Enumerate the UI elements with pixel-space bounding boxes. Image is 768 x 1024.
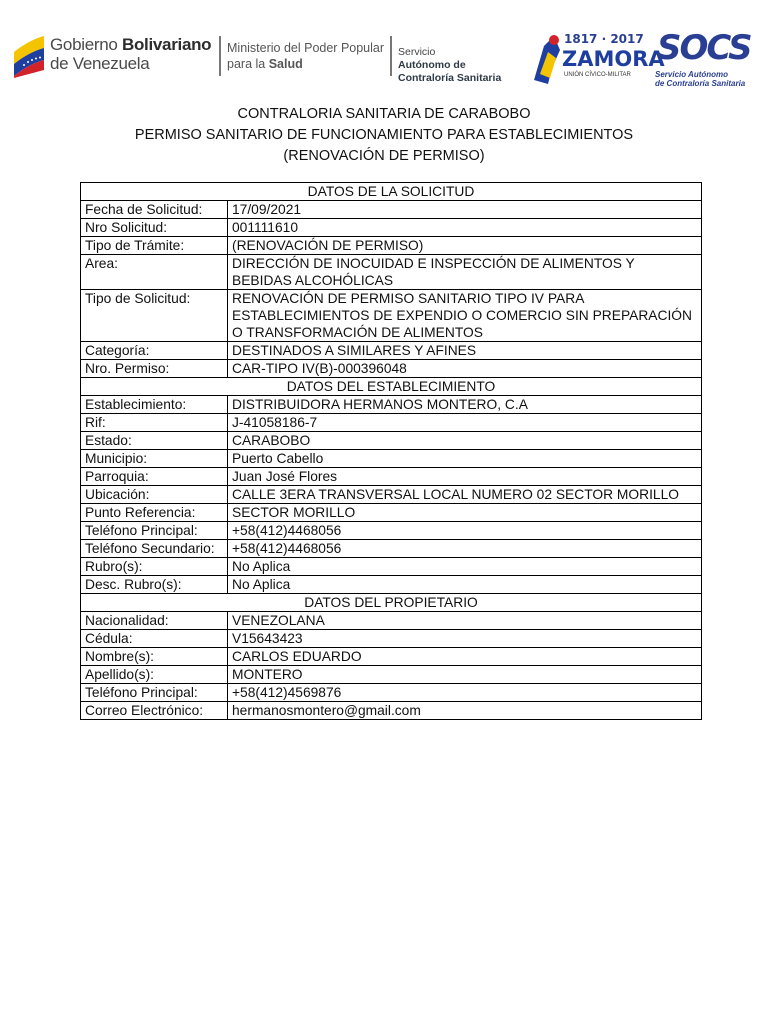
- field-label: Tipo de Solicitud:: [81, 290, 228, 342]
- table-row: [81, 432, 702, 450]
- field-label: Parroquia:: [81, 468, 228, 486]
- table-row: [81, 576, 702, 594]
- table-row: [81, 612, 702, 630]
- field-label: Nro. Permiso:: [81, 360, 228, 378]
- table-row: [81, 290, 702, 342]
- table-row: [81, 648, 702, 666]
- field-label: Teléfono Secundario:: [81, 540, 228, 558]
- field-value: Juan José Flores: [228, 468, 702, 486]
- field-label: Fecha de Solicitud:: [81, 201, 228, 219]
- zamora-name: ZAMORA: [562, 47, 665, 71]
- venezuela-flag-icon: [12, 34, 46, 78]
- field-label: Correo Electrónico:: [81, 702, 228, 720]
- field-label: Teléfono Principal:: [81, 684, 228, 702]
- table-row: [81, 504, 702, 522]
- table-row: [81, 450, 702, 468]
- field-label: Tipo de Trámite:: [81, 237, 228, 255]
- section-heading-solicitud: DATOS DE LA SOLICITUD: [81, 183, 702, 201]
- field-value: CALLE 3ERA TRANSVERSAL LOCAL NUMERO 02 SECTOR MORILLO: [228, 486, 702, 504]
- table-row: [81, 666, 702, 684]
- permit-data-table: [80, 182, 702, 720]
- table-row: [81, 468, 702, 486]
- field-value: V15643423: [228, 630, 702, 648]
- table-row: [81, 522, 702, 540]
- field-label: Cédula:: [81, 630, 228, 648]
- logo-divider: [390, 36, 392, 76]
- field-label: Nro Solicitud:: [81, 219, 228, 237]
- field-value: CARABOBO: [228, 432, 702, 450]
- table-row: [81, 360, 702, 378]
- field-label: Ubicación:: [81, 486, 228, 504]
- field-value: +58(412)4468056: [228, 540, 702, 558]
- field-value: J-41058186-7: [228, 414, 702, 432]
- section-heading-propietario: DATOS DEL PROPIETARIO: [81, 594, 702, 612]
- field-value: +58(412)4569876: [228, 684, 702, 702]
- field-label: Punto Referencia:: [81, 504, 228, 522]
- field-label: Nombre(s):: [81, 648, 228, 666]
- field-label: Desc. Rubro(s):: [81, 576, 228, 594]
- header: [0, 24, 768, 94]
- field-label: Rif:: [81, 414, 228, 432]
- table-row: [81, 414, 702, 432]
- title-contraloria: CONTRALORIA SANITARIA DE CARABOBO: [237, 106, 531, 122]
- field-label: Area:: [81, 255, 228, 290]
- table-row: [81, 201, 702, 219]
- table-row: [81, 219, 702, 237]
- table-row: [81, 255, 702, 290]
- gobierno-logo-text: Gobierno Bolivariano de Venezuela: [50, 35, 212, 73]
- field-label: Rubro(s):: [81, 558, 228, 576]
- table-row: [81, 558, 702, 576]
- ministerio-logo-text: Ministerio del Poder Popular para la Salud: [227, 41, 385, 71]
- field-value: +58(412)4468056: [228, 522, 702, 540]
- field-label: Teléfono Principal:: [81, 522, 228, 540]
- socs-subtitle: Servicio Autónomo de Contraloría Sanitaria: [655, 70, 746, 88]
- zamora-years: 1817 · 2017: [564, 32, 644, 46]
- section-heading-row: [81, 594, 702, 612]
- zamora-subtitle: UNIÓN CÍVICO-MILITAR: [564, 72, 631, 78]
- logo-divider: [219, 36, 221, 76]
- gobierno-bolivariano-logo: [12, 30, 217, 82]
- title-renovacion: (RENOVACIÓN DE PERMISO): [283, 148, 485, 164]
- field-label: Apellido(s):: [81, 666, 228, 684]
- zamora-bicentennial-logo: [530, 28, 665, 90]
- document-titles: [0, 104, 768, 167]
- field-value: MONTERO: [228, 666, 702, 684]
- table-row: [81, 702, 702, 720]
- table-row: [81, 396, 702, 414]
- section-heading-row: [81, 378, 702, 396]
- table-row: [81, 342, 702, 360]
- section-heading-row: [81, 183, 702, 201]
- socs-name: SOCS: [657, 28, 751, 68]
- field-value: Puerto Cabello: [228, 450, 702, 468]
- field-value: VENEZOLANA: [228, 612, 702, 630]
- field-value: DESTINADOS A SIMILARES Y AFINES: [228, 342, 702, 360]
- field-value: 17/09/2021: [228, 201, 702, 219]
- field-value: SECTOR MORILLO: [228, 504, 702, 522]
- field-value: No Aplica: [228, 576, 702, 594]
- table-row: [81, 237, 702, 255]
- field-label: Estado:: [81, 432, 228, 450]
- socs-logo: [655, 28, 755, 90]
- field-value: No Aplica: [228, 558, 702, 576]
- field-value: CARLOS EDUARDO: [228, 648, 702, 666]
- field-value: CAR-TIPO IV(B)-000396048: [228, 360, 702, 378]
- field-value: (RENOVACIÓN DE PERMISO): [228, 237, 702, 255]
- section-heading-establecimiento: DATOS DEL ESTABLECIMIENTO: [81, 378, 702, 396]
- table-row: [81, 630, 702, 648]
- field-label: Nacionalidad:: [81, 612, 228, 630]
- field-value: RENOVACIÓN DE PERMISO SANITARIO TIPO IV PARA ESTABLECIMIENTOS DE EXPENDIO O COMERCIO SIN PREPARACIÓN O TRANSFORMACIÓN DE ALIMENTOS: [228, 290, 702, 342]
- field-label: Categoría:: [81, 342, 228, 360]
- field-label: Establecimiento:: [81, 396, 228, 414]
- field-value: DISTRIBUIDORA HERMANOS MONTERO, C.A: [228, 396, 702, 414]
- field-value: 001111610: [228, 219, 702, 237]
- table-row: [81, 684, 702, 702]
- table-row: [81, 540, 702, 558]
- servicio-autonomo-logo-text: Servicio Autónomo de Contraloría Sanitaria: [398, 46, 502, 84]
- title-permiso: PERMISO SANITARIO DE FUNCIONAMIENTO PARA ESTABLECIMIENTOS: [134, 127, 634, 143]
- table-row: [81, 486, 702, 504]
- field-label: Municipio:: [81, 450, 228, 468]
- field-value: DIRECCIÓN DE INOCUIDAD E INSPECCIÓN DE ALIMENTOS Y BEBIDAS ALCOHÓLICAS: [228, 255, 702, 290]
- field-value: hermanosmontero@gmail.com: [228, 702, 702, 720]
